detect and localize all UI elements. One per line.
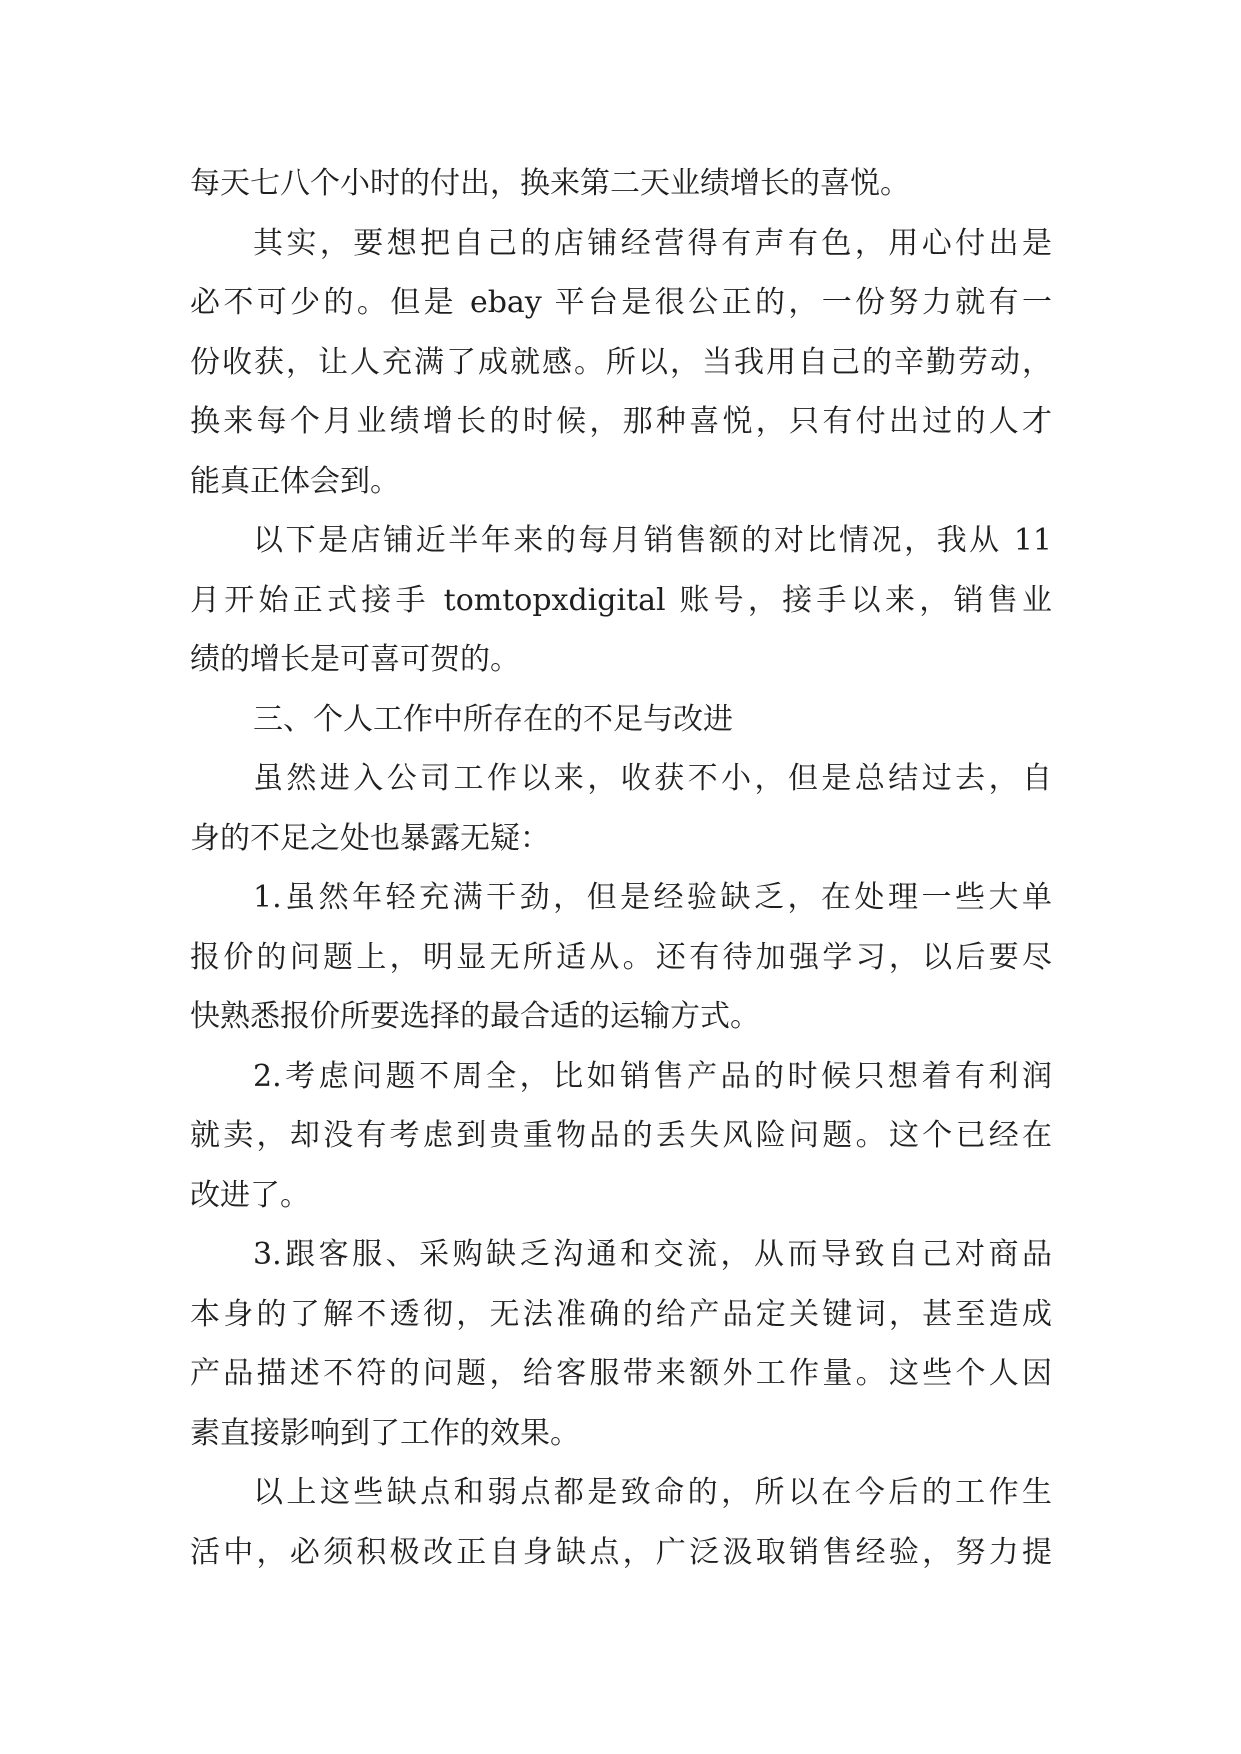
section-heading: 三、个人工作中所存在的不足与改进: [253, 701, 733, 737]
list-item-2-line: 2.考虑问题不周全，比如销售产品的时候只想着有利润: [253, 1058, 1052, 1094]
paragraph-start-line: 虽然进入公司工作以来，收获不小，但是总结过去，自: [253, 761, 1052, 796]
text-line: 必不可少的。但是 ebay 平台是很公正的，一份努力就有一: [190, 285, 1052, 320]
body-text: [190, 154, 1052, 1582]
text-line: 绩的增长是可喜可贺的。: [190, 642, 520, 677]
paragraph-start-line: 其实，要想把自己的店铺经营得有声有色，用心付出是: [253, 225, 1052, 261]
list-item-3-line: 3.跟客服、采购缺乏沟通和交流，从而导致自己对商品: [253, 1237, 1052, 1272]
text-line: 本身的了解不透彻，无法准确的给产品定关键词，甚至造成: [190, 1296, 1052, 1332]
text-line: 报价的问题上，明显无所适从。还有待加强学习，以后要尽: [190, 939, 1052, 975]
text-line: 产品描述不符的问题，给客服带来额外工作量。这些个人因: [190, 1356, 1052, 1391]
text-line: 素直接影响到了工作的效果。: [190, 1415, 580, 1451]
paragraph-start-line: 以下是店铺近半年来的每月销售额的对比情况，我从 11: [253, 523, 1052, 558]
text-line: 活中，必须积极改正自身缺点，广泛汲取销售经验，努力提: [190, 1534, 1052, 1570]
text-line: 身的不足之处也暴露无疑：: [190, 820, 550, 856]
list-item-1-line: 1.虽然年轻充满干劲，但是经验缺乏，在处理一些大单: [253, 880, 1052, 915]
text-line: 能真正体会到。: [190, 463, 400, 499]
text-line: 就卖，却没有考虑到贵重物品的丢失风险问题。这个已经在: [190, 1118, 1052, 1153]
text-line: 改进了。: [190, 1177, 310, 1213]
text-line: 份收获，让人充满了成就感。所以，当我用自己的辛勤劳动，: [190, 344, 1052, 380]
text-line: 快熟悉报价所要选择的最合适的运输方式。: [190, 999, 760, 1034]
text-line: 换来每个月业绩增长的时候，那种喜悦，只有付出过的人才: [190, 404, 1052, 439]
text-line: 月开始正式接手 tomtopxdigital 账号，接手以来，销售业: [190, 582, 1052, 618]
text-line: 每天七八个小时的付出，换来第二天业绩增长的喜悦。: [190, 166, 910, 201]
paragraph-start-line: 以上这些缺点和弱点都是致命的，所以在今后的工作生: [253, 1475, 1052, 1510]
